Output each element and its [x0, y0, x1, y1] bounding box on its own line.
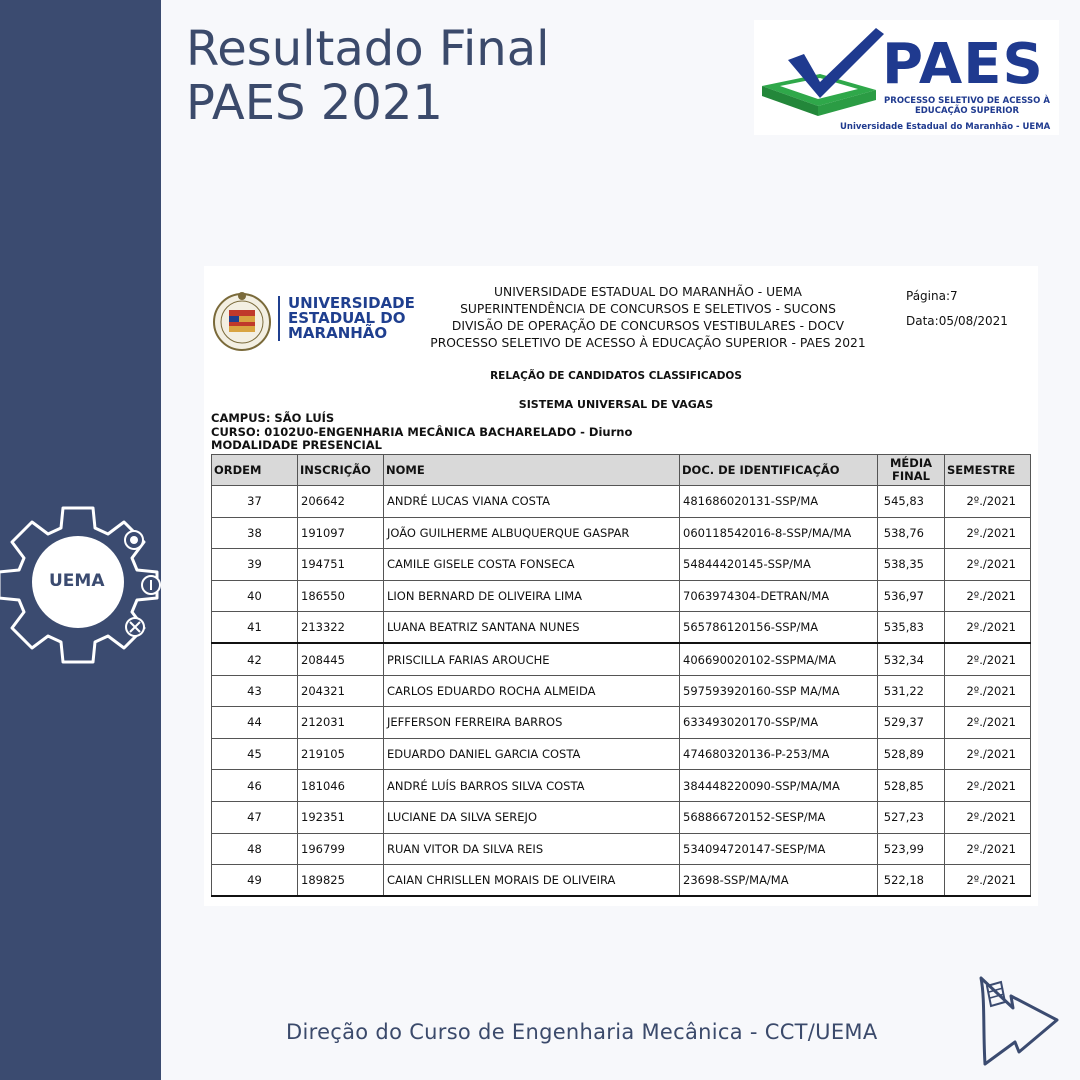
- course-info: [211, 412, 632, 453]
- paes-subtitle: [872, 96, 1062, 116]
- cell-semestre: 2º./2021: [945, 549, 1031, 581]
- paes-subtitle-line-2: EDUCAÇÃO SUPERIOR: [914, 106, 1020, 116]
- cell-inscricao: 219105: [298, 738, 384, 770]
- table-row: [212, 833, 1031, 865]
- cell-media: 545,83: [878, 486, 945, 518]
- cell-doc: 23698-SSP/MA/MA: [680, 865, 878, 897]
- modality-line: MODALIDADE PRESENCIAL: [211, 438, 382, 452]
- document-date: Data:05/08/2021: [906, 314, 1008, 328]
- cell-semestre: 2º./2021: [945, 675, 1031, 707]
- course-line: CURSO: 0102U0-ENGENHARIA MECÂNICA BACHARELADO - Diurno: [211, 424, 633, 439]
- cell-nome: PRISCILLA FARIAS AROUCHE: [384, 643, 680, 675]
- institution-line-2: SUPERINTENDÊNCIA DE CONCURSOS E SELETIVOS - SUCONS: [460, 302, 836, 316]
- cell-nome: LUANA BEATRIZ SANTANA NUNES: [384, 612, 680, 644]
- institution-line-4: PROCESSO SELETIVO DE ACESSO À EDUCAÇÃO SUPERIOR - PAES 2021: [430, 336, 866, 350]
- cell-ordem: 44: [212, 707, 298, 739]
- cell-nome: ANDRÉ LUÍS BARROS SILVA COSTA: [384, 770, 680, 802]
- cell-nome: LUCIANE DA SILVA SEREJO: [384, 801, 680, 833]
- results-table: [211, 454, 1031, 897]
- cell-doc: 54844420145-SSP/MA: [680, 549, 878, 581]
- relation-title: RELAÇÃO DE CANDIDATOS CLASSIFICADOS: [490, 370, 742, 382]
- col-ordem: ORDEM: [212, 455, 298, 486]
- cell-media: 536,97: [878, 580, 945, 612]
- cell-semestre: 2º./2021: [945, 801, 1031, 833]
- campus-line: CAMPUS: SÃO LUÍS: [211, 411, 335, 425]
- cell-media: 528,85: [878, 770, 945, 802]
- cell-doc: 474680320136-P-253/MA: [680, 738, 878, 770]
- table-row: [212, 643, 1031, 675]
- table-row: [212, 707, 1031, 739]
- cell-nome: JOÃO GUILHERME ALBUQUERQUE GASPAR: [384, 517, 680, 549]
- cell-semestre: 2º./2021: [945, 517, 1031, 549]
- table-row: [212, 612, 1031, 644]
- cell-doc: 7063974304-DETRAN/MA: [680, 580, 878, 612]
- cell-semestre: 2º./2021: [945, 770, 1031, 802]
- cell-ordem: 37: [212, 486, 298, 518]
- table-header-row: [212, 455, 1031, 486]
- checkbox-check-icon: [758, 24, 888, 129]
- cell-inscricao: 206642: [298, 486, 384, 518]
- cell-semestre: 2º./2021: [945, 707, 1031, 739]
- cell-nome: CAIAN CHRISLLEN MORAIS DE OLIVEIRA: [384, 865, 680, 897]
- cell-media: 523,99: [878, 833, 945, 865]
- cell-media: 532,34: [878, 643, 945, 675]
- cell-doc: 597593920160-SSP MA/MA: [680, 675, 878, 707]
- cell-media: 531,22: [878, 675, 945, 707]
- cell-semestre: 2º./2021: [945, 612, 1031, 644]
- cell-nome: JEFFERSON FERREIRA BARROS: [384, 707, 680, 739]
- institution-line-3: DIVISÃO DE OPERAÇÃO DE CONCURSOS VESTIBULARES - DOCV: [451, 319, 845, 333]
- cell-doc: 565786120156-SSP/MA: [680, 612, 878, 644]
- cell-semestre: 2º./2021: [945, 833, 1031, 865]
- col-media: MÉDIA FINAL: [878, 455, 945, 486]
- cell-ordem: 48: [212, 833, 298, 865]
- col-doc: DOC. DE IDENTIFICAÇÃO: [680, 455, 878, 486]
- cell-ordem: 40: [212, 580, 298, 612]
- cell-nome: RUAN VITOR DA SILVA REIS: [384, 833, 680, 865]
- cell-ordem: 43: [212, 675, 298, 707]
- table-row: [212, 801, 1031, 833]
- next-arrow-icon[interactable]: [975, 972, 1065, 1070]
- cell-inscricao: 196799: [298, 833, 384, 865]
- institution-line-1: UNIVERSIDADE ESTADUAL DO MARANHÃO - UEMA: [494, 285, 802, 299]
- table-row: [212, 865, 1031, 897]
- cell-semestre: 2º./2021: [945, 865, 1031, 897]
- cell-nome: EDUARDO DANIEL GARCIA COSTA: [384, 738, 680, 770]
- cell-ordem: 49: [212, 865, 298, 897]
- cell-media: 535,83: [878, 612, 945, 644]
- footer-text: Direção do Curso de Engenharia Mecânica - CCT/UEMA: [286, 1020, 878, 1044]
- cell-semestre: 2º./2021: [945, 643, 1031, 675]
- cell-nome: LION BERNARD DE OLIVEIRA LIMA: [384, 580, 680, 612]
- university-wordmark-line-1: UNIVERSIDADE: [288, 294, 415, 312]
- cell-doc: 633493020170-SSP/MA: [680, 707, 878, 739]
- table-row: [212, 486, 1031, 518]
- cell-doc: 384448220090-SSP/MA/MA: [680, 770, 878, 802]
- cell-doc: 060118542016-8-SSP/MA/MA: [680, 517, 878, 549]
- cell-semestre: 2º./2021: [945, 486, 1031, 518]
- university-wordmark: [278, 296, 415, 341]
- cell-inscricao: 186550: [298, 580, 384, 612]
- page-title: [186, 22, 549, 130]
- result-document: [204, 266, 1038, 906]
- title-line-2: PAES 2021: [186, 75, 443, 131]
- cell-semestre: 2º./2021: [945, 738, 1031, 770]
- cell-media: 529,37: [878, 707, 945, 739]
- table-row: [212, 517, 1031, 549]
- table-row: [212, 549, 1031, 581]
- cell-inscricao: 213322: [298, 612, 384, 644]
- cell-media: 528,89: [878, 738, 945, 770]
- col-nome: NOME: [384, 455, 680, 486]
- system-title: SISTEMA UNIVERSAL DE VAGAS: [518, 398, 714, 411]
- university-seal-icon: [212, 286, 272, 360]
- cell-inscricao: 192351: [298, 801, 384, 833]
- paes-subtitle-line-1: PROCESSO SELETIVO DE ACESSO À: [884, 96, 1050, 106]
- uema-badge-label: UEMA: [49, 571, 105, 591]
- cell-ordem: 42: [212, 643, 298, 675]
- cell-ordem: 41: [212, 612, 298, 644]
- cell-ordem: 46: [212, 770, 298, 802]
- cell-media: 538,76: [878, 517, 945, 549]
- cell-inscricao: 208445: [298, 643, 384, 675]
- paes-wordmark: PAES: [882, 32, 1044, 97]
- cell-doc: 568866720152-SESP/MA: [680, 801, 878, 833]
- cell-nome: CARLOS EDUARDO ROCHA ALMEIDA: [384, 675, 680, 707]
- cell-doc: 406690020102-SSPMA/MA: [680, 643, 878, 675]
- cell-inscricao: 194751: [298, 549, 384, 581]
- cell-media: 527,23: [878, 801, 945, 833]
- cell-media: 538,35: [878, 549, 945, 581]
- university-wordmark-line-2: ESTADUAL DO: [288, 309, 406, 327]
- cell-nome: CAMILE GISELE COSTA FONSECA: [384, 549, 680, 581]
- institution-header: [400, 284, 896, 352]
- table-row: [212, 770, 1031, 802]
- cell-doc: 534094720147-SESP/MA: [680, 833, 878, 865]
- col-inscricao: INSCRIÇÃO: [298, 455, 384, 486]
- cell-inscricao: 191097: [298, 517, 384, 549]
- table-row: [212, 738, 1031, 770]
- cell-semestre: 2º./2021: [945, 580, 1031, 612]
- table-row: [212, 675, 1031, 707]
- cell-inscricao: 204321: [298, 675, 384, 707]
- table-row: [212, 580, 1031, 612]
- cell-nome: ANDRÉ LUCAS VIANA COSTA: [384, 486, 680, 518]
- cell-ordem: 39: [212, 549, 298, 581]
- cell-ordem: 47: [212, 801, 298, 833]
- cell-ordem: 45: [212, 738, 298, 770]
- cell-media: 522,18: [878, 865, 945, 897]
- paes-logo: [754, 20, 1059, 135]
- title-line-1: Resultado Final: [186, 21, 550, 77]
- cell-inscricao: 212031: [298, 707, 384, 739]
- paes-university: Universidade Estadual do Maranhão - UEMA: [840, 122, 1051, 132]
- cell-inscricao: 181046: [298, 770, 384, 802]
- col-semestre: SEMESTRE: [945, 455, 1031, 486]
- university-wordmark-line-3: MARANHÃO: [288, 324, 388, 342]
- cell-inscricao: 189825: [298, 865, 384, 897]
- cell-ordem: 38: [212, 517, 298, 549]
- cell-doc: 481686020131-SSP/MA: [680, 486, 878, 518]
- page-number: Página:7: [906, 289, 958, 303]
- document-meta: [906, 284, 1008, 334]
